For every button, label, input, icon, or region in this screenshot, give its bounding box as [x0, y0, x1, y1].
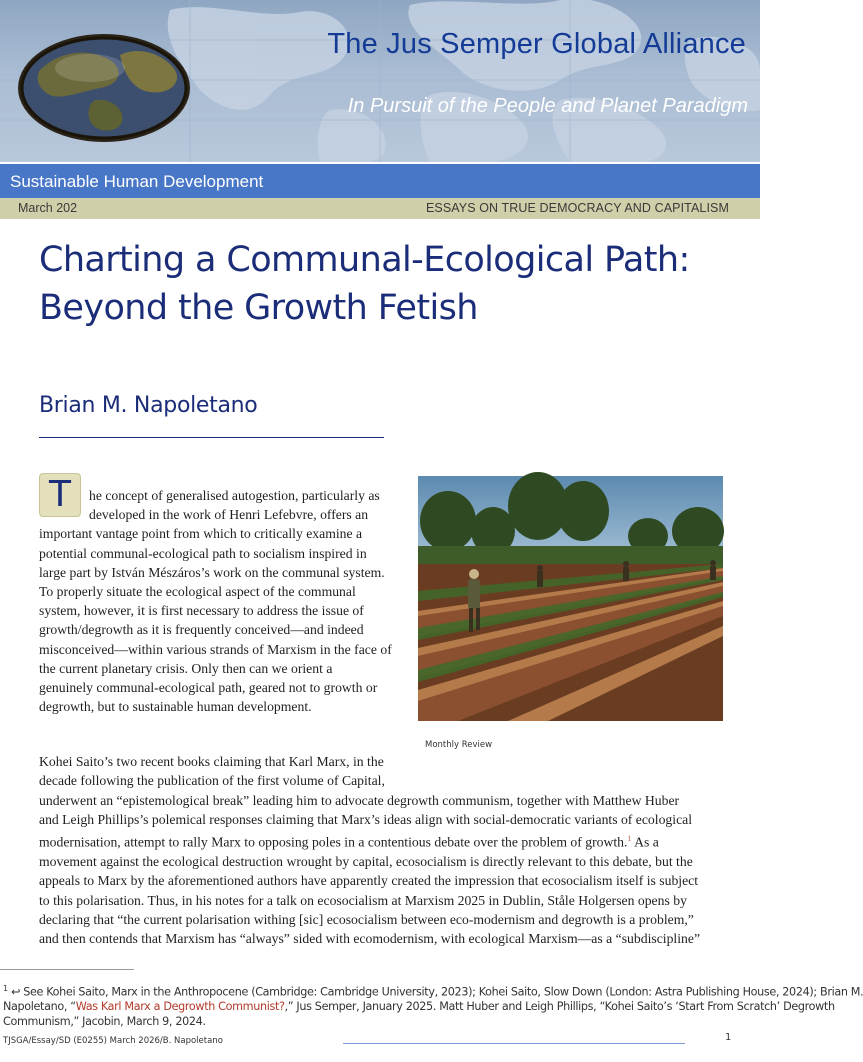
footnote-marker: 1 — [3, 984, 8, 993]
footnote-text: ,” Jus Semper, January 2025. Matt Huber and Leigh Phillips, “Kohei Saito’s ‘Start From Scratch’ Degrowth — [284, 1000, 835, 1014]
issue-date: March 202 — [18, 201, 78, 215]
org-title: The Jus Semper Global Alliance — [327, 28, 746, 60]
footnote-text: See Kohei Saito, Marx in the Anthropocene (Cambridge: Cambridge University, 2023); Kohei Saito, Slow Down (London: Astra Publishing House, 2024); Brian M. — [23, 985, 863, 999]
tagline: In Pursuit of the People and Planet Paradigm — [347, 95, 748, 117]
text-line: misconceived—within various strands of Marxism in the face of — [39, 641, 392, 657]
header-banner — [0, 0, 760, 162]
text-line: system, however, it is first necessary to address the issue of — [39, 603, 364, 619]
text-line: the current planetary crisis. Only then can we orient a — [39, 660, 333, 676]
footnote-reference[interactable]: 1 — [627, 834, 632, 844]
text-line: potential communal-ecological path to socialism inspired in — [39, 545, 367, 561]
author-divider — [39, 437, 384, 438]
text-segment: modernisation, attempt to rally Marx to opposing poles in a contentious debate over the problem of growth. — [39, 834, 628, 850]
globe-icon — [18, 34, 190, 142]
text-segment: As a — [631, 834, 659, 850]
author-name: Brian M. Napoletano — [39, 393, 258, 418]
date-bar — [0, 198, 760, 219]
body-paragraph — [39, 791, 739, 948]
text-line: declaring that “the current polarisation withing [sic] ecosocialism between eco-modernism and degrowth is a problem,” — [39, 911, 694, 927]
text-line: important vantage point from which to critically examine a — [39, 526, 363, 542]
text-line: decade following the publication of the first volume of Capital, — [39, 773, 385, 789]
text-line: appeals to Marx by the aforementioned authors have apparently created the impression that ecosocialism itself is subject — [39, 873, 699, 889]
text-line: Kohei Saito’s two recent books claiming that Karl Marx, in the — [39, 754, 384, 769]
footnote-text: Napoletano, “ — [3, 1000, 76, 1014]
text-line: genuinely communal-ecological path, geared not to growth or — [39, 680, 378, 696]
text-line-with-footnote — [39, 829, 739, 852]
section-bar — [0, 164, 760, 198]
farm-photo — [418, 476, 723, 721]
text-line: To properly situate the ecological aspect of the communal — [39, 584, 356, 600]
text-line: degrowth, but to sustainable human development. — [39, 699, 312, 715]
section-label: Sustainable Human Development — [10, 172, 264, 191]
footer-divider — [343, 1043, 685, 1044]
page-number: 1 — [725, 1032, 732, 1043]
text-line: movement against the ecological destruction wrought by capital, ecosocialism is directly relevant to this debate, but the — [39, 854, 693, 870]
text-line: and then contends that Marxism has “always” sided with ecomodernism, with ecological Marxism—as a “subdiscipline” — [39, 930, 701, 946]
drop-cap: T — [39, 473, 81, 517]
text-line: large part by István Mészáros’s work on the communal system. — [39, 564, 385, 580]
footnote-line — [3, 982, 863, 1000]
footer-reference: TJSGA/Essay/SD (E0255) March 2026/B. Napoletano — [3, 1036, 223, 1046]
text-line: he concept of generalised autogestion, particularly as — [89, 488, 380, 503]
footnote — [3, 982, 863, 1029]
footnote-line — [3, 1000, 835, 1015]
footnote-line: Communism,” Jacobin, March 9, 2024. — [3, 1014, 206, 1028]
body-paragraph-start — [39, 752, 399, 790]
return-arrow-icon[interactable]: ↩ — [10, 985, 20, 999]
footnote-link[interactable]: Was Karl Marx a Degrowth Communist? — [75, 1000, 285, 1014]
article-title — [39, 236, 739, 332]
text-line: growth/degrowth as it is frequently conceived—and indeed — [39, 622, 364, 638]
footnote-divider — [0, 969, 134, 970]
title-line-1: Charting a Communal-Ecological Path: — [39, 240, 690, 280]
world-map-background — [0, 0, 760, 162]
title-line-2: Beyond the Growth Fetish — [39, 288, 478, 328]
text-line: to this polarisation. Thus, in his notes for a talk on ecosocialism at Marxism 2025 in Dublin, Ståle Holgersen opens by — [39, 892, 687, 908]
photo-caption: Monthly Review — [425, 740, 493, 750]
text-line: developed in the work of Henri Lefebvre, offers an — [89, 507, 369, 523]
series-label: ESSAYS ON TRUE DEMOCRACY AND CAPITALISM — [425, 201, 729, 215]
text-line: underwent an “epistemological break” leading him to advocate degrowth communism, together with Matthew Huber — [39, 793, 680, 808]
intro-paragraph — [39, 474, 402, 716]
text-line: and Leigh Phillips’s polemical responses claiming that Marx’s ideas align with social-democratic variants of ecological — [39, 812, 693, 828]
